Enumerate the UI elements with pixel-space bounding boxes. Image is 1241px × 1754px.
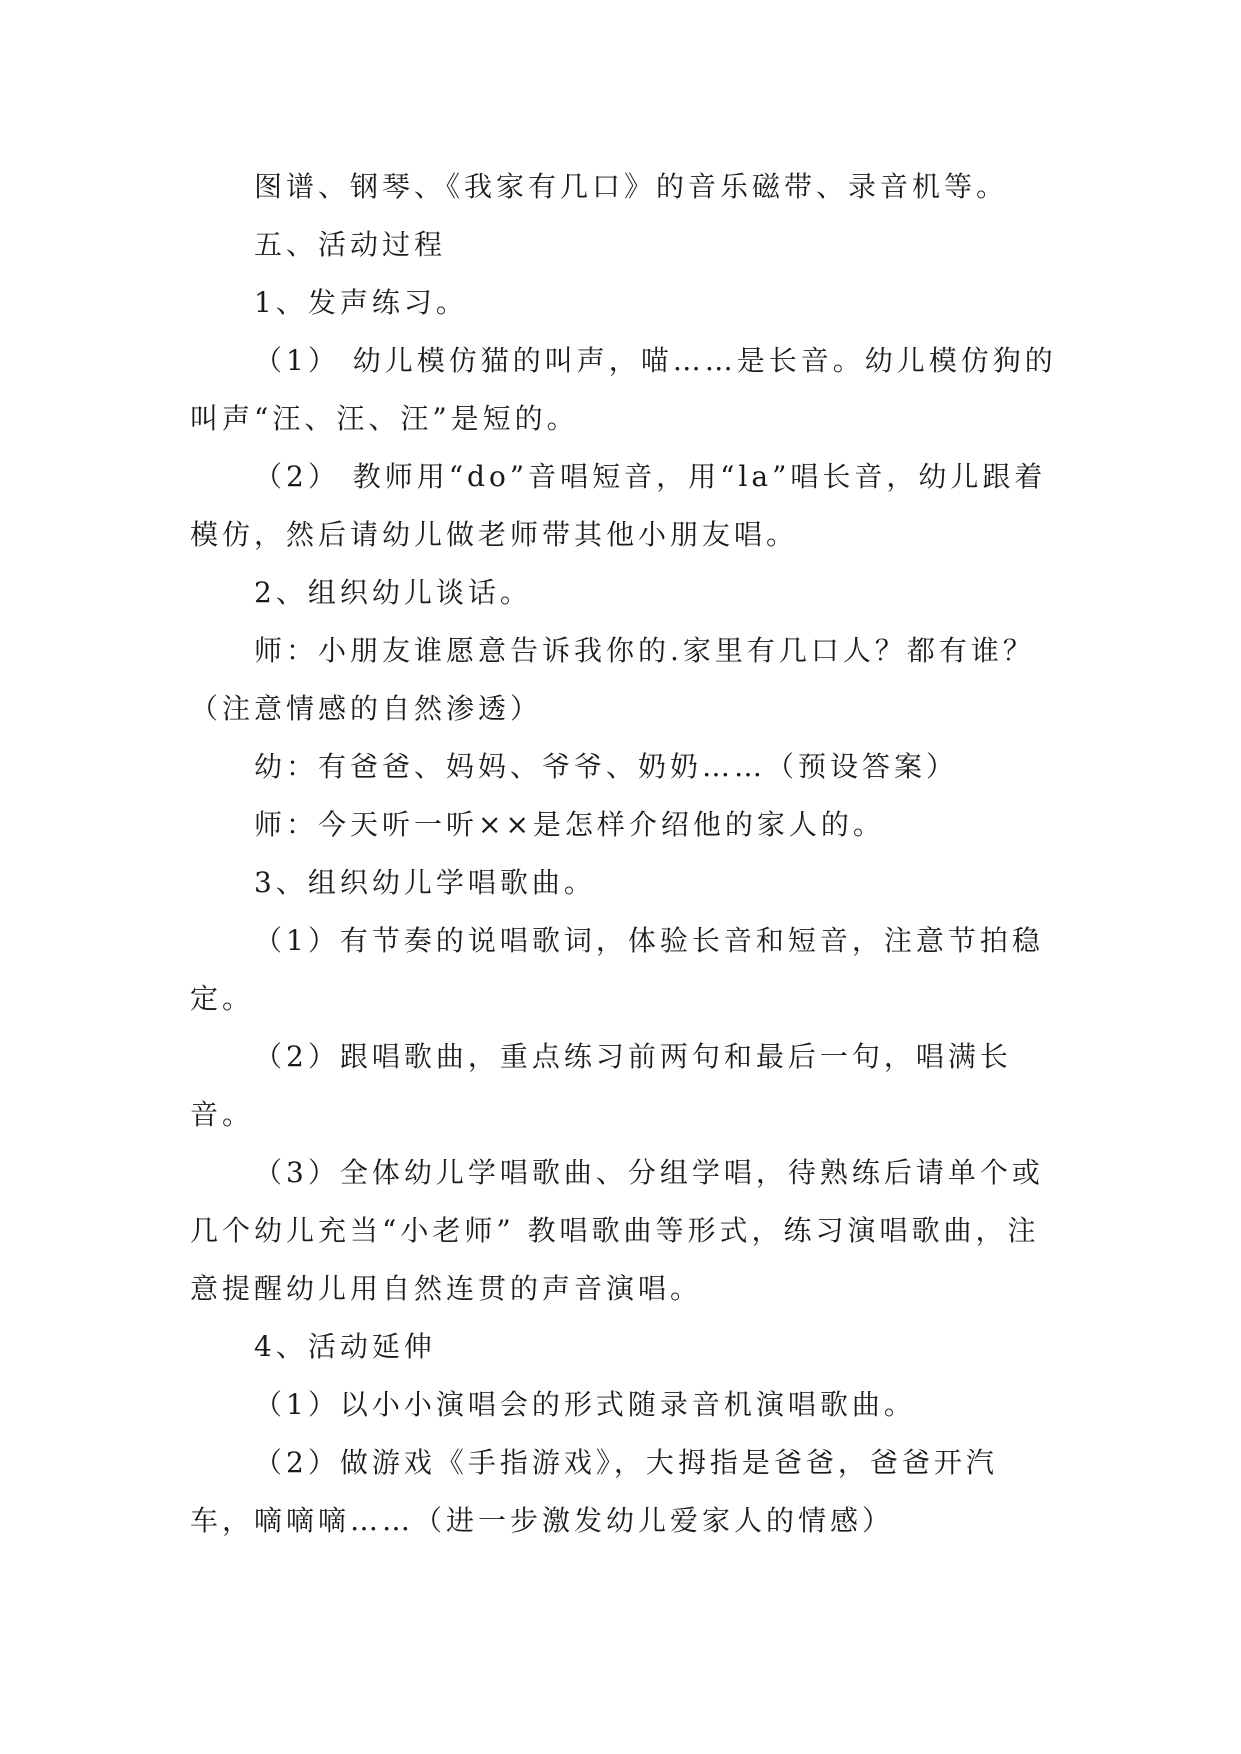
paragraph-1-2: （2） 教师用“do”音唱短音，用“la”唱长音，幼儿跟着模仿，然后请幼儿做老师带其他小朋友唱。 bbox=[190, 460, 1047, 551]
paragraph-3-3: （3）全体幼儿学唱歌曲、分组学唱，待熟练后请单个或几个幼儿充当“小老师” 教唱歌曲等形式，练习演唱歌曲，注意提醒幼儿用自然连贯的声音演唱。 bbox=[190, 1156, 1044, 1305]
step-3-learn-song: 3、组织幼儿学唱歌曲。 bbox=[254, 866, 596, 899]
paragraph-4-2: （2）做游戏《手指游戏》，大拇指是爸爸，爸爸开汽车，嘀嘀嘀……（进一步激发幼儿爱家人的情感） bbox=[190, 1446, 998, 1537]
paragraph-3-1: （1）有节奏的说唱歌词，体验长音和短音，注意节拍稳定。 bbox=[190, 924, 1044, 1015]
heading-activity-process: 五、活动过程 bbox=[254, 228, 447, 261]
step-4-extension: 4、活动延伸 bbox=[254, 1330, 436, 1363]
paragraph-child-answer: 幼：有爸爸、妈妈、爷爷、奶奶……（预设答案） bbox=[254, 750, 959, 783]
paragraph-teacher-intro: 师：今天听一听××是怎样介绍他的家人的。 bbox=[254, 808, 885, 841]
paragraph-teacher-question: 师：小朋友谁愿意告诉我你的.家里有几口人？都有谁？（注意情感的自然渗透） bbox=[190, 634, 1035, 725]
paragraph-3-2: （2）跟唱歌曲，重点练习前两句和最后一句，唱满长音。 bbox=[190, 1040, 1012, 1131]
step-2-conversation: 2、组织幼儿谈话。 bbox=[254, 576, 532, 609]
paragraph-1-1: （1） 幼儿模仿猫的叫声，喵……是长音。幼儿模仿狗的叫声“汪、汪、汪”是短的。 bbox=[190, 344, 1057, 435]
paragraph-materials: 图谱、钢琴、《我家有几口》的音乐磁带、录音机等。 bbox=[254, 170, 1009, 203]
paragraph-4-1: （1）以小小演唱会的形式随录音机演唱歌曲。 bbox=[254, 1388, 916, 1421]
step-1-vocal-practice: 1、发声练习。 bbox=[254, 286, 468, 319]
document-body bbox=[190, 158, 1060, 1550]
